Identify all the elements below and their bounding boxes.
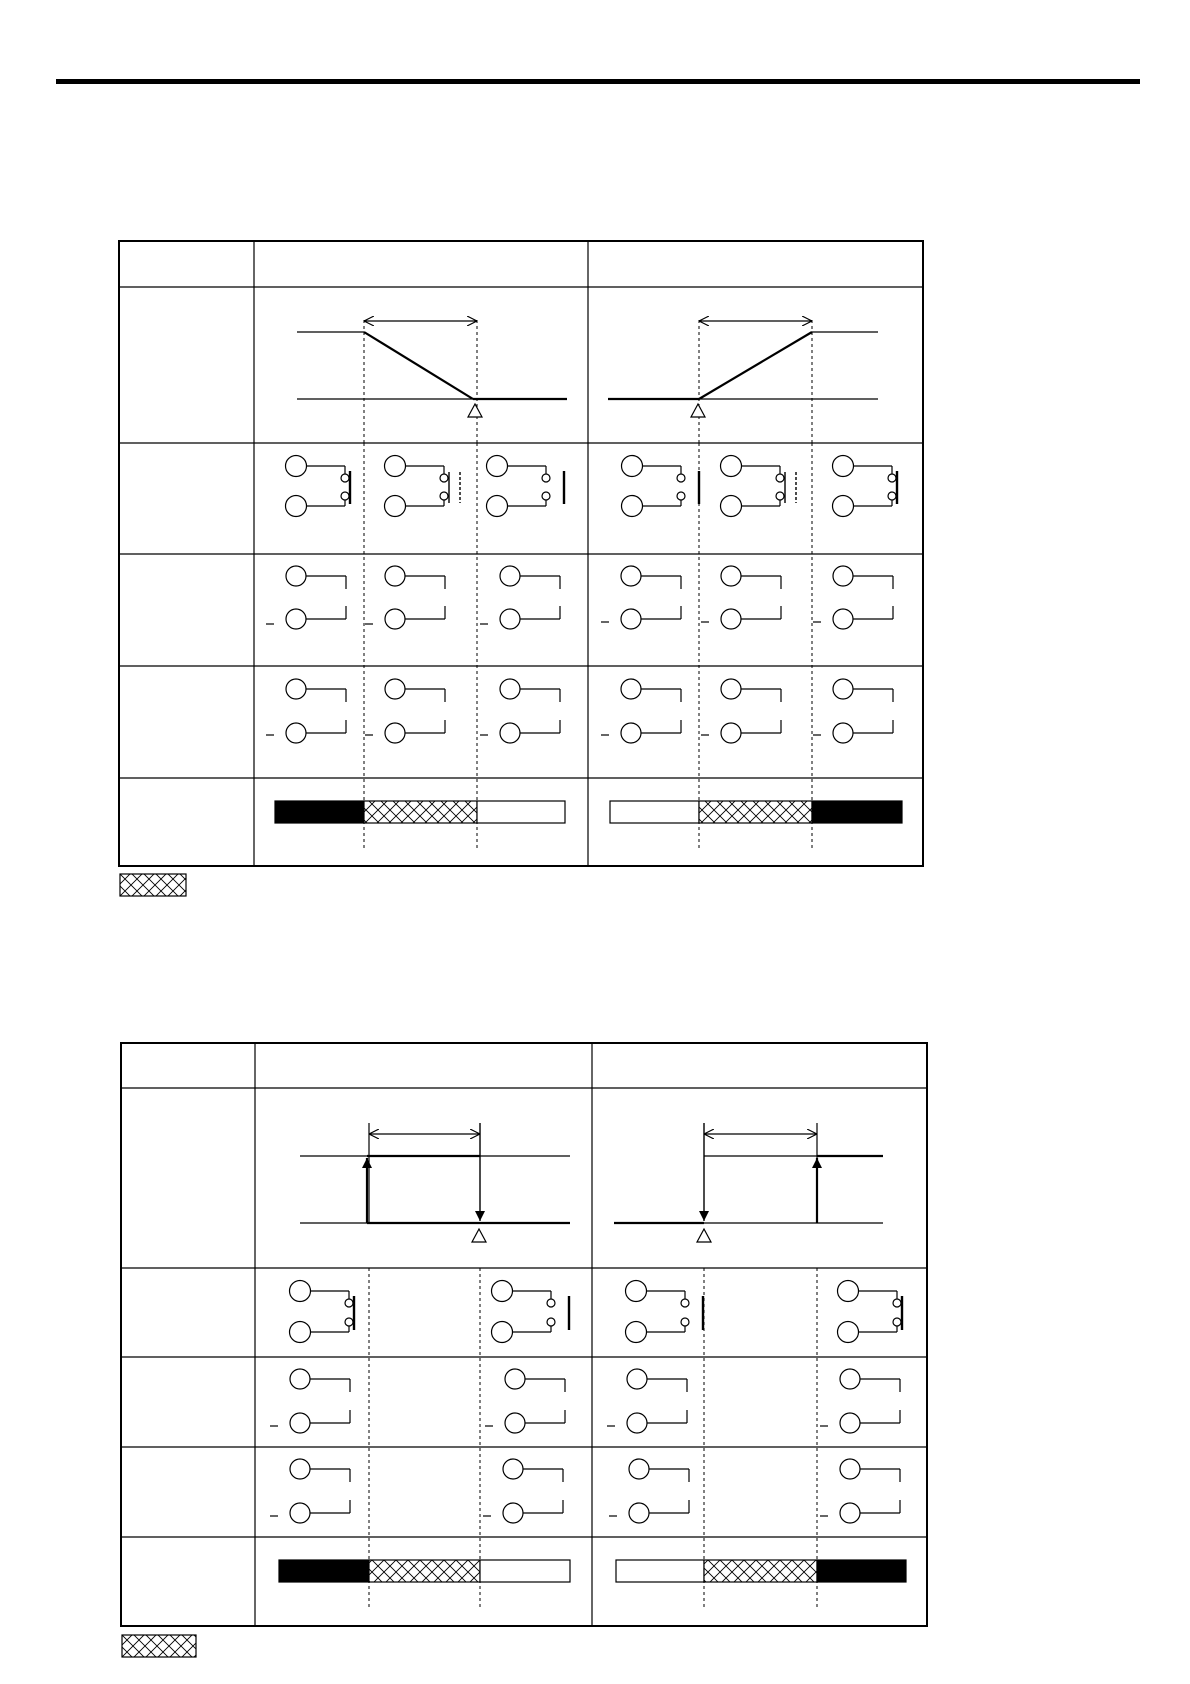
output-drive-icon	[820, 1459, 900, 1523]
setpoint-triangle-icon	[472, 1229, 486, 1242]
terminal-circle	[838, 1281, 859, 1302]
terminal-circle	[385, 566, 405, 586]
state-segment-solid	[812, 801, 902, 823]
terminal-circle	[286, 566, 306, 586]
terminal-circle	[629, 1459, 649, 1479]
output-drive-icon	[607, 1369, 687, 1433]
output-drive-icon	[701, 566, 781, 629]
terminal-circle	[290, 1503, 310, 1523]
terminal-circle	[621, 609, 641, 629]
terminal-circle	[503, 1459, 523, 1479]
contact-point	[888, 492, 896, 500]
terminal-circle	[833, 566, 853, 586]
contact-point	[888, 474, 896, 482]
terminal-circle	[621, 723, 641, 743]
ramp-line	[699, 332, 812, 399]
terminal-circle	[840, 1459, 860, 1479]
relay-contact-icon	[622, 456, 700, 517]
contact-point	[341, 492, 349, 500]
terminal-circle	[385, 723, 405, 743]
terminal-circle	[286, 456, 307, 477]
state-segment-solid	[279, 1560, 369, 1582]
contact-point	[547, 1299, 555, 1307]
contact-point	[440, 492, 448, 500]
state-segment-hatched	[704, 1560, 817, 1582]
terminal-circle	[505, 1369, 525, 1389]
output-drive-icon	[266, 679, 346, 743]
terminal-circle	[721, 566, 741, 586]
terminal-circle	[833, 679, 853, 699]
terminal-circle	[290, 1413, 310, 1433]
terminal-circle	[721, 456, 742, 477]
setpoint-triangle-icon	[691, 404, 705, 417]
state-segment-empty	[616, 1560, 704, 1582]
terminal-circle	[290, 1369, 310, 1389]
relay-contact-icon	[385, 456, 461, 517]
terminal-circle	[487, 496, 508, 517]
crosshatch-swatch-icon-2	[121, 1634, 201, 1660]
state-segment-hatched	[364, 801, 477, 823]
terminal-circle	[621, 566, 641, 586]
output-drive-icon	[701, 679, 781, 743]
ramp-line	[364, 332, 473, 399]
relay-contact-icon	[286, 456, 351, 517]
state-segment-empty	[480, 1560, 570, 1582]
contact-point	[893, 1318, 901, 1326]
setpoint-triangle-icon	[697, 1229, 711, 1242]
terminal-circle	[500, 566, 520, 586]
graph-ramp-up	[608, 320, 878, 443]
terminal-circle	[626, 1281, 647, 1302]
setpoint-triangle-icon	[468, 404, 482, 417]
terminal-circle	[286, 609, 306, 629]
output-drive-icon	[266, 566, 346, 629]
state-segment-solid	[817, 1560, 906, 1582]
terminal-circle	[721, 723, 741, 743]
output-drive-icon	[270, 1459, 350, 1523]
contact-point	[440, 474, 448, 482]
state-segment-empty	[610, 801, 699, 823]
terminal-circle	[500, 679, 520, 699]
output-drive-icon	[480, 566, 560, 629]
contact-point	[345, 1299, 353, 1307]
output-drive-icon	[601, 566, 681, 629]
terminal-circle	[721, 679, 741, 699]
output-drive-icon	[365, 679, 445, 743]
terminal-circle	[492, 1281, 513, 1302]
contact-point	[681, 1318, 689, 1326]
contact-point	[345, 1318, 353, 1326]
proportional-output-table	[119, 241, 923, 866]
terminal-circle	[290, 1459, 310, 1479]
contact-point	[542, 492, 550, 500]
relay-contact-icon	[838, 1281, 903, 1343]
terminal-circle	[385, 609, 405, 629]
terminal-circle	[286, 496, 307, 517]
contact-point	[776, 492, 784, 500]
terminal-circle	[627, 1369, 647, 1389]
terminal-circle	[290, 1281, 311, 1302]
terminal-circle	[503, 1503, 523, 1523]
relay-contact-icon	[833, 456, 898, 517]
terminal-circle	[385, 456, 406, 477]
contact-point	[677, 474, 685, 482]
terminal-circle	[833, 723, 853, 743]
state-segment-solid	[275, 801, 364, 823]
terminal-circle	[290, 1322, 311, 1343]
output-drive-icon	[485, 1369, 565, 1433]
graph-step-up	[614, 1123, 883, 1242]
relay-contact-icon	[721, 456, 797, 517]
on-off-output-table	[121, 1043, 927, 1626]
terminal-circle	[838, 1322, 859, 1343]
terminal-circle	[286, 723, 306, 743]
output-drive-icon	[813, 679, 893, 743]
output-drive-icon	[813, 566, 893, 629]
terminal-circle	[627, 1413, 647, 1433]
contact-point	[776, 474, 784, 482]
relay-contact-icon	[492, 1281, 570, 1343]
output-drive-icon	[483, 1459, 563, 1523]
terminal-circle	[492, 1322, 513, 1343]
terminal-circle	[626, 1322, 647, 1343]
table-frame	[121, 1043, 927, 1626]
relay-contact-icon	[290, 1281, 355, 1343]
terminal-circle	[622, 496, 643, 517]
terminal-circle	[721, 496, 742, 517]
crosshatch-swatch-icon	[119, 873, 191, 899]
terminal-circle	[833, 609, 853, 629]
relay-contact-icon	[626, 1281, 704, 1343]
output-drive-icon	[365, 566, 445, 629]
terminal-circle	[385, 496, 406, 517]
output-drive-icon	[820, 1369, 900, 1433]
terminal-circle	[500, 609, 520, 629]
state-segment-hatched	[369, 1560, 480, 1582]
terminal-circle	[621, 679, 641, 699]
terminal-circle	[505, 1413, 525, 1433]
output-drive-icon	[270, 1369, 350, 1433]
graph-step-down	[300, 1123, 570, 1242]
output-drive-icon	[480, 679, 560, 743]
terminal-circle	[840, 1413, 860, 1433]
contact-point	[542, 474, 550, 482]
graph-ramp-down	[297, 320, 567, 443]
terminal-circle	[385, 679, 405, 699]
terminal-circle	[487, 456, 508, 477]
state-segment-hatched	[699, 801, 812, 823]
terminal-circle	[833, 456, 854, 477]
terminal-circle	[721, 609, 741, 629]
contact-point	[677, 492, 685, 500]
output-drive-icon	[601, 679, 681, 743]
state-segment-empty	[477, 801, 565, 823]
relay-contact-icon	[487, 456, 565, 517]
terminal-circle	[286, 679, 306, 699]
terminal-circle	[500, 723, 520, 743]
output-drive-icon	[609, 1459, 689, 1523]
terminal-circle	[840, 1503, 860, 1523]
terminal-circle	[622, 456, 643, 477]
contact-point	[681, 1299, 689, 1307]
terminal-circle	[629, 1503, 649, 1523]
terminal-circle	[840, 1369, 860, 1389]
contact-point	[341, 474, 349, 482]
contact-point	[893, 1299, 901, 1307]
contact-point	[547, 1318, 555, 1326]
terminal-circle	[833, 496, 854, 517]
